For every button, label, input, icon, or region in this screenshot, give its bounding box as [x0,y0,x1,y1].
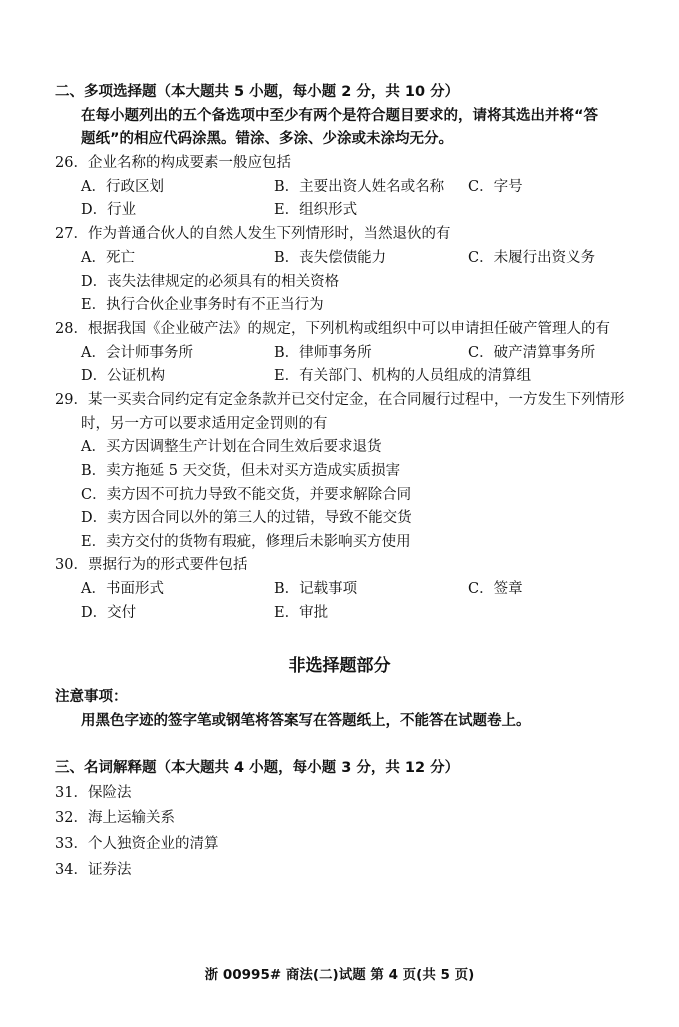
q26-option-b: B．主要出资人姓名或名称 [274,179,445,195]
q29-option-d: D．卖方因合同以外的第三人的过错，导致不能交货 [81,510,412,526]
question-31: 31．保险法 [55,785,132,801]
instructions-line-2: 题纸”的相应代码涂黑。错涂、多涂、少涂或未涂均无分。 [81,131,454,147]
q29-option-c: C．卖方因不可抗力导致不能交货，并要求解除合同 [81,487,412,503]
notice-label: 注意事项： [55,689,128,705]
question-33: 33．个人独资企业的清算 [55,836,219,852]
q28-option-e: E．有关部门、机构的人员组成的清算组 [274,368,532,384]
q30-option-b: B．记载事项 [274,581,358,597]
question-26-stem: 26．企业名称的构成要素一般应包括 [55,155,291,171]
section-header-term-explanation: 三、名词解释题（本大题共 4 小题，每小题 3 分，共 12 分） [55,760,460,776]
q27-option-a: A．死亡 [81,250,135,266]
non-choice-section-title: 非选择题部分 [288,656,391,676]
q28-option-d: D．公证机构 [81,368,166,384]
question-29-stem-line-1: 29．某一买卖合同约定有定金条款并已交付定金，在合同履行过程中，一方发生下列情形 [55,392,625,408]
q30-option-d: D．交付 [81,605,137,621]
q26-option-e: E．组织形式 [274,202,358,218]
question-27-stem: 27．作为普通合伙人的自然人发生下列情形时，当然退伙的有 [55,226,451,242]
q30-option-a: A．书面形式 [81,581,164,597]
q30-option-e: E．审批 [274,605,329,621]
q28-option-a: A．会计师事务所 [81,345,193,361]
question-34: 34．证券法 [55,862,132,878]
q27-option-b: B．丧失偿债能力 [274,250,387,266]
question-29-stem-line-2: 时，另一方可以要求适用定金罚则的有 [81,416,328,432]
q30-option-c: C．签章 [468,581,523,597]
q26-option-d: D．行业 [81,202,137,218]
q29-option-a: A．买方因调整生产计划在合同生效后要求退货 [81,439,382,455]
q28-option-b: B．律师事务所 [274,345,372,361]
section-header-multiple-choice: 二、多项选择题（本大题共 5 小题，每小题 2 分，共 10 分） [55,84,460,100]
q26-option-a: A．行政区划 [81,179,164,195]
question-30-stem: 30．票据行为的形式要件包括 [55,557,248,573]
q29-option-e: E．卖方交付的货物有瑕疵，修理后未影响买方使用 [81,534,411,550]
q29-option-b: B．卖方拖延 5 天交货，但未对买方造成实质损害 [81,463,401,479]
q28-option-c: C．破产清算事务所 [468,345,596,361]
q27-option-c: C．未履行出资义务 [468,250,596,266]
q26-option-c: C．字号 [468,179,523,195]
q27-option-d: D．丧失法律规定的必须具有的相关资格 [81,274,340,290]
question-32: 32．海上运输关系 [55,810,175,826]
page-footer: 浙 00995# 商法(二)试题 第 4 页(共 5 页) [204,967,475,983]
instructions-line-1: 在每小题列出的五个备选项中至少有两个是符合题目要求的，请将其选出并将“答 [81,108,599,124]
q27-option-e: E．执行合伙企业事务时有不正当行为 [81,297,324,313]
question-28-stem: 28．根据我国《企业破产法》的规定，下列机构或组织中可以申请担任破产管理人的有 [55,321,610,337]
notice-text: 用黑色字迹的签字笔或钢笔将答案写在答题纸上，不能答在试题卷上。 [81,713,531,729]
